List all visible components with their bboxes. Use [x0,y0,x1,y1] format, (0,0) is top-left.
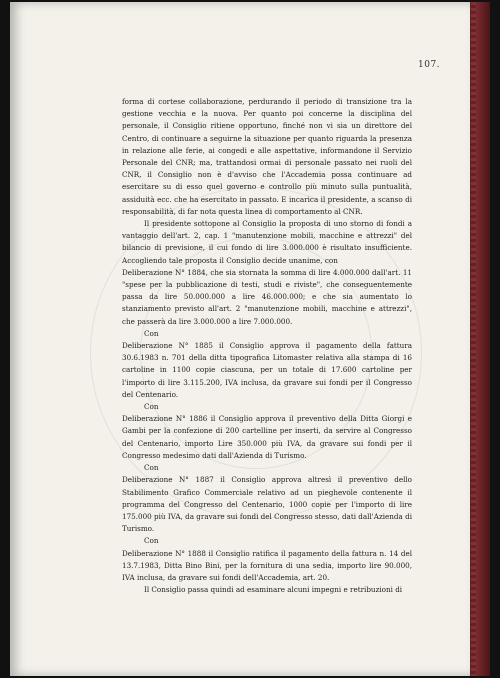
paragraph-con: Con [144,536,159,546]
body-text [122,96,412,596]
paragraph: Il presidente sottopone al Consiglio la proposta di uno storno di fondi a vantaggio dell'art. 2, cap. 1 "manutenzione mobili, macchine e attrezzi" del bilancio di previsione, il cui fondo di lire 3.000.000 è risultato insufficiente. Accogliendo tale proposta il Consiglio decide unanime, con [122,219,412,265]
paragraph-con: Con [144,402,159,412]
paragraph: Deliberazione N° 1885 il Consiglio approva il pagamento della fattura 30.6.1983 n. 701 della ditta tipografica Litomaster relativa alla stampa di 16 cartoline in 1100 copie ciascuna, per un totale di 17.600 cartoline per l'importo di lire 3.115.200, IVA inclusa, da gravare sui fondi per il Congresso del Centenario. [122,341,412,399]
paragraph: Il Consiglio passa quindi ad esaminare alcuni impegni e retribuzioni di [144,585,403,595]
paragraph: forma di cortese collaborazione, perdurando il periodo di transizione tra la gestione vecchia e la nuova. Per quanto poi concerne la disciplina del personale, il Consiglio ritiene opportuno, finché non vi sia un direttore del Centro, di continuare a seguirne la situazione per quanto riguarda la presenza in relazione alle ferie, ai congedi e alle aspettative, informandone il Servizio Personale del CNR; ma, trattandosi ormai di personale passato nei ruoli del CNR, il Consiglio non è d'avviso che l'Accademia possa continuare ad esercitare su di esso quel governo e controllo più minuto sulla puntualità, assiduità ecc. che ha esercitato in passato. E incarica il presidente, a scanso di responsabilità, di far nota questa linea di comportamento al CNR. [122,97,412,216]
paragraph-con: Con [144,328,159,338]
paragraph: Deliberazione N° 1884, che sia stornata la somma di lire 4.000.000 dall'art. 11 "spese per la pubblicazione di testi, studi e riviste", che conseguentemente passa da lire 50.000.000 a lire 46.000.000; e che sia aumentato lo stanziamento previsto all'art. 2 "manutenzione mobili, macchine e attrezzi", che passerà da lire 3.000.000 a lire 7.000.000. [122,267,412,326]
paragraph: Deliberazione N° 1886 il Consiglio approva il preventivo della Ditta Giorgi e Gambi per la confezione di 200 cartelline per inserti, da servire al Congresso del Centenario, importo Lire 350.000 più IVA, da gravare sui fondi per il Congresso medesimo dati dall'Azienda di Turismo. [122,414,412,460]
document-page [10,2,470,676]
paragraph-con: Con [144,463,159,473]
book-edge [468,2,490,676]
page-number: 107. [418,60,441,70]
paragraph: Deliberazione N° 1887 il Consiglio approva altresì il preventivo dello Stabilimento Grafico Commerciale relativo ad un pieghevole contenente il programma del Congresso del Centenario, 1000 copie per l'importo di lire 175.000 più IVA, da gravare sui fondi del Congresso stesso, dati dall'Azienda di Turismo. [122,475,412,534]
paragraph: Deliberazione N° 1888 il Consiglio ratifica il pagamento della fattura n. 14 del 13.7.1983, Ditta Bino Bini, per la fornitura di una sedia, importo lire 90.000, IVA inclusa, da gravare sui fondi dell'Accademia, art. 20. [122,548,412,582]
